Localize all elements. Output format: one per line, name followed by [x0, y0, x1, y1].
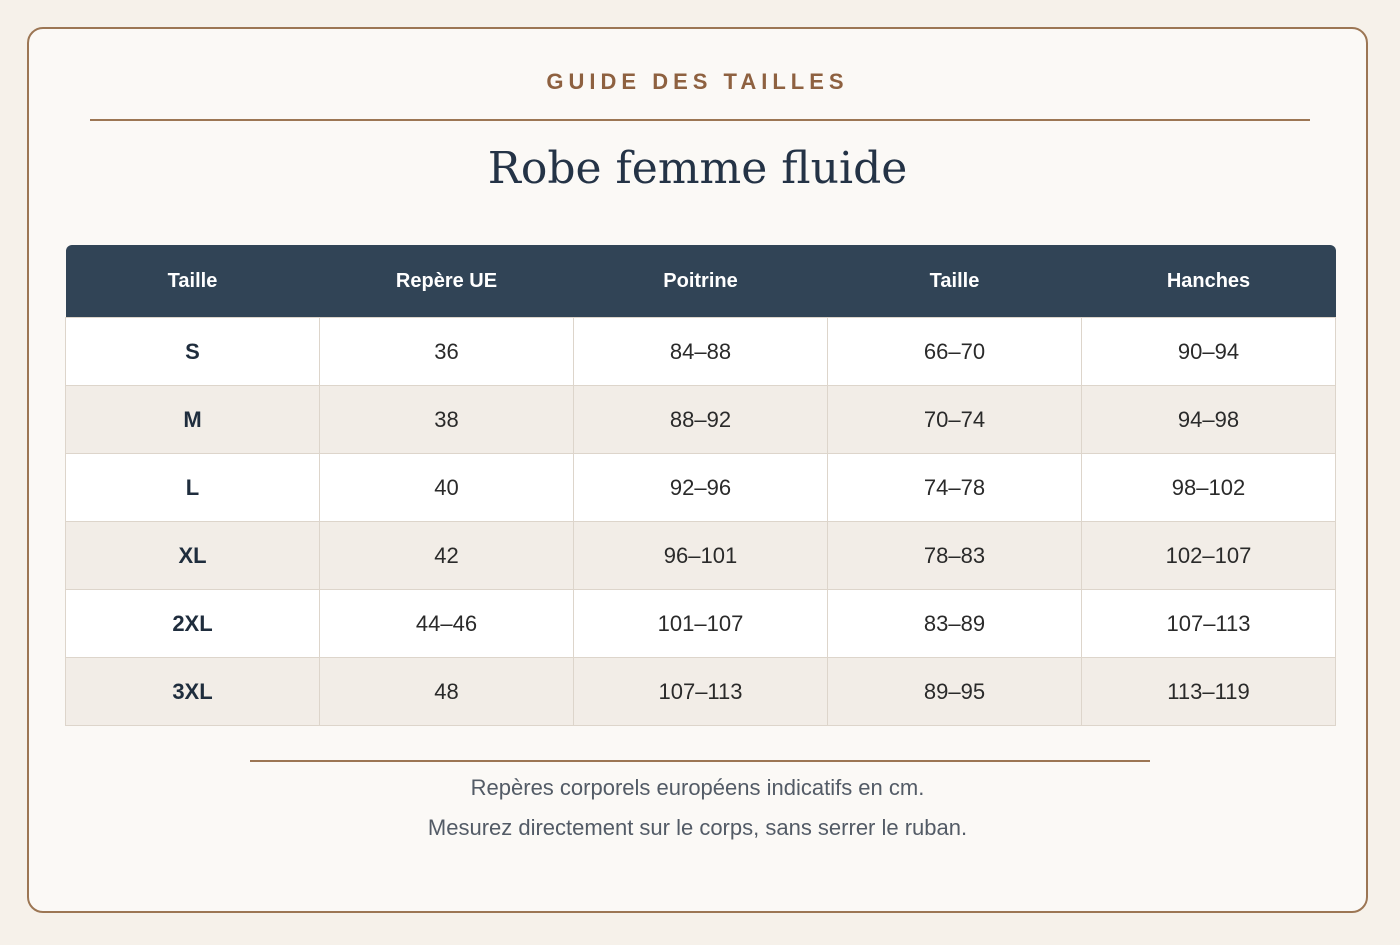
hips-cell: 98–102	[1082, 454, 1336, 522]
size-cell: XL	[66, 522, 320, 590]
chest-cell: 101–107	[574, 590, 828, 658]
bottom-divider	[250, 760, 1150, 762]
chest-cell: 92–96	[574, 454, 828, 522]
eu-cell: 38	[320, 386, 574, 454]
size-guide-card	[27, 27, 1368, 913]
hips-cell: 102–107	[1082, 522, 1336, 590]
table-row	[66, 454, 1336, 522]
chest-cell: 107–113	[574, 658, 828, 726]
top-divider	[90, 119, 1310, 121]
hips-cell: 113–119	[1082, 658, 1336, 726]
eu-cell: 42	[320, 522, 574, 590]
chest-cell: 96–101	[574, 522, 828, 590]
hips-cell: 94–98	[1082, 386, 1336, 454]
chest-cell: 88–92	[574, 386, 828, 454]
eu-cell: 44–46	[320, 590, 574, 658]
chest-cell: 84–88	[574, 318, 828, 386]
table-row	[66, 658, 1336, 726]
table-row	[66, 522, 1336, 590]
table-row	[66, 318, 1336, 386]
waist-cell: 89–95	[828, 658, 1082, 726]
table-header-row	[66, 245, 1336, 318]
section-kicker: GUIDE DES TAILLES	[546, 69, 849, 94]
waist-cell: 74–78	[828, 454, 1082, 522]
hips-cell: 90–94	[1082, 318, 1336, 386]
footnote-line-1: Repères corporels européens indicatifs en cm.	[470, 775, 925, 800]
size-table	[65, 245, 1336, 726]
column-header-chest: Poitrine	[574, 245, 828, 318]
page-title: Robe femme fluide	[487, 143, 908, 194]
eu-cell: 48	[320, 658, 574, 726]
column-header-waist: Taille	[828, 245, 1082, 318]
column-header-eu: Repère UE	[320, 245, 574, 318]
size-cell: L	[66, 454, 320, 522]
waist-cell: 83–89	[828, 590, 1082, 658]
size-cell: M	[66, 386, 320, 454]
size-cell: S	[66, 318, 320, 386]
column-header-hips: Hanches	[1082, 245, 1336, 318]
table-row	[66, 590, 1336, 658]
waist-cell: 66–70	[828, 318, 1082, 386]
hips-cell: 107–113	[1082, 590, 1336, 658]
eu-cell: 36	[320, 318, 574, 386]
waist-cell: 78–83	[828, 522, 1082, 590]
column-header-size: Taille	[66, 245, 320, 318]
table-row	[66, 386, 1336, 454]
eu-cell: 40	[320, 454, 574, 522]
size-cell: 2XL	[66, 590, 320, 658]
size-cell: 3XL	[66, 658, 320, 726]
footnote-line-2: Mesurez directement sur le corps, sans serrer le ruban.	[427, 815, 968, 840]
waist-cell: 70–74	[828, 386, 1082, 454]
